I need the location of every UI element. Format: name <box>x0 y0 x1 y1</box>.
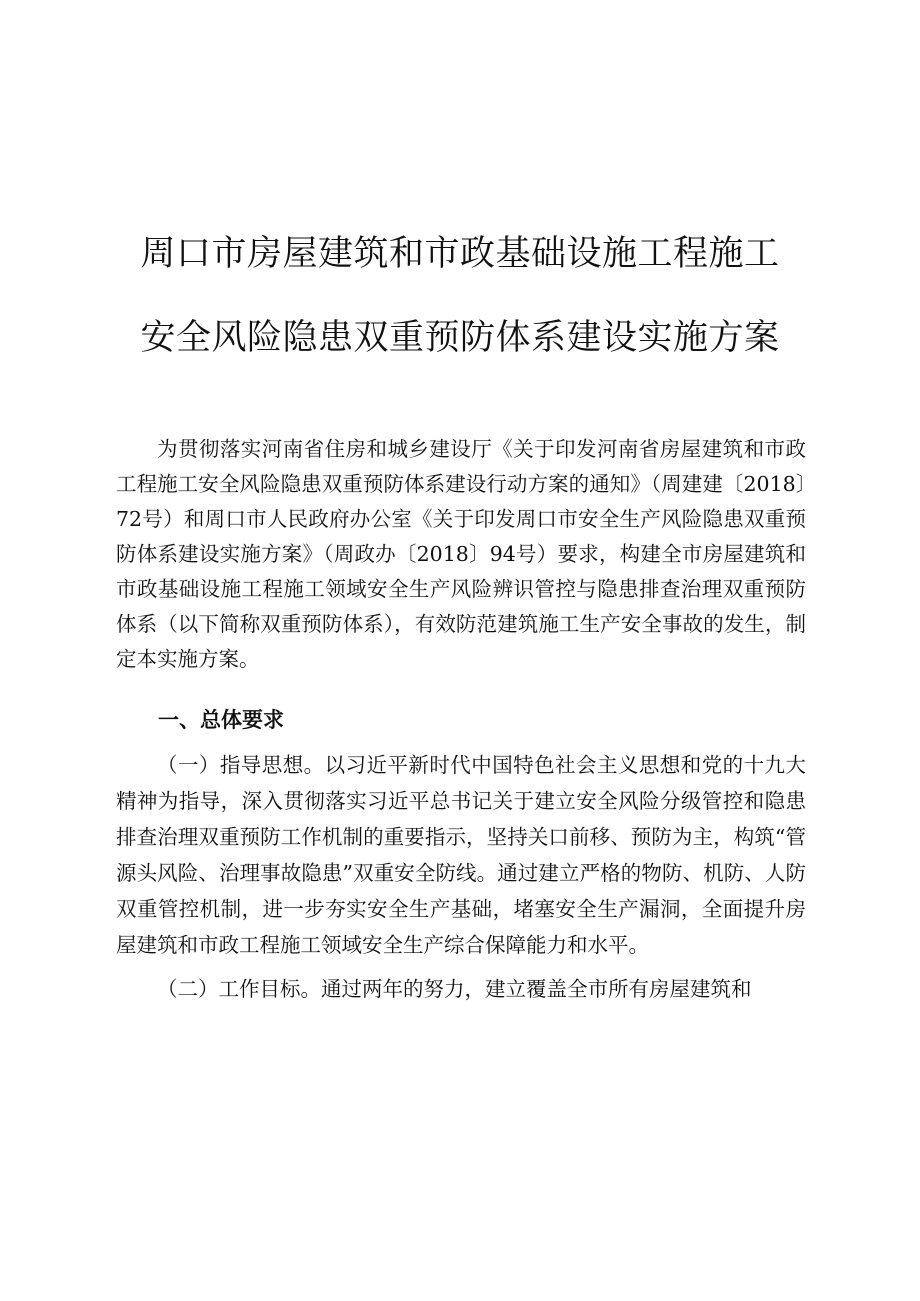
section-heading-general-requirements: 一、总体要求 <box>158 708 284 732</box>
title-line-2: 安全风险隐患双重预防体系建设实施方案 <box>140 318 780 358</box>
guiding-ideology-paragraph: （一）指导思想。以习近平新时代中国特色社会主义思想和党的十九大精神为指导，深入贯彻落实习近平总书记关于建立安全风险分级管控和隐患排查治理双重预防工作机制的重要指示，坚持关口前移、预防为主，构筑“管源头风险、治理事故隐患”双重安全防线。通过建立严格的物防、机防、人防双重管控机制，进一步夯实安全生产基础，堵塞安全生产漏洞，全面提升房屋建筑和市政工程施工领域安全生产综合保障能力和水平。 <box>116 753 806 957</box>
title-line-1: 周口市房屋建筑和市政基础设施工程施工 <box>140 234 780 274</box>
document-body <box>116 432 806 1015</box>
work-goal-paragraph: （二）工作目标。通过两年的努力，建立覆盖全市所有房屋建筑和 <box>157 977 752 1001</box>
document-title <box>0 212 920 380</box>
intro-paragraph: 为贯彻落实河南省住房和城乡建设厅《关于印发河南省房屋建筑和市政工程施工安全风险隐患双重预防体系建设行动方案的通知》（周建建〔2018〕72号）和周口市人民政府办公室《关于印发周口市安全生产风险隐患双重预防体系建设实施方案》（周政办〔2018〕94号）要求，构建全市房屋建筑和市政基础设施工程施工领域安全生产风险辨识管控与隐患排查治理双重预防体系（以下简称双重预防体系），有效防范建筑施工生产安全事故的发生，制定本实施方案。 <box>116 437 806 671</box>
